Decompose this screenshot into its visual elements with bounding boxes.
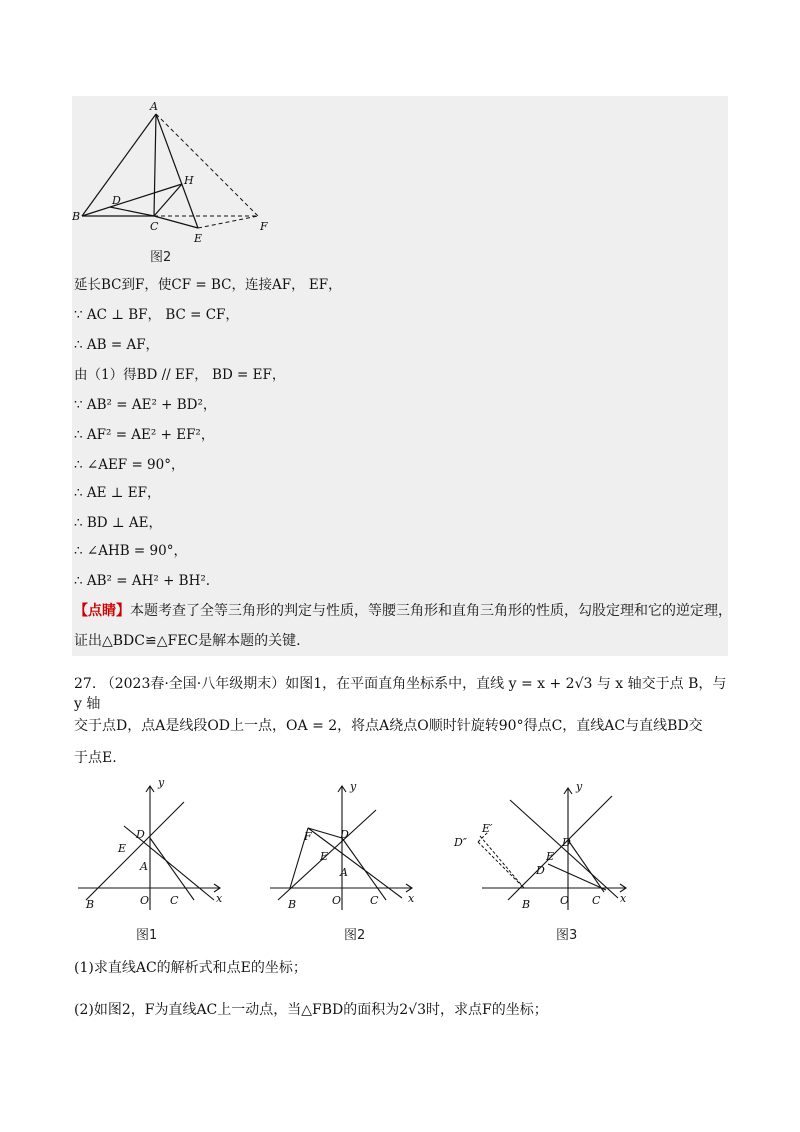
problem-line-1 [74, 674, 734, 714]
problem-text-1: 如图1，在平面直角坐标系中，直线 y = x + 2√3 与 x 轴交于点 B，与 y 轴 [74, 676, 727, 712]
question-1: (1)求直线AC的解析式和点E的坐标； [74, 960, 307, 976]
label-d: D [112, 194, 121, 207]
problem-number: 27. [74, 676, 97, 692]
note-text-2: 证出△BDC≌△FEC是解本题的关键. [74, 633, 301, 649]
figure-caption-2: 图2 [344, 928, 366, 943]
seg-ce [154, 216, 198, 228]
seg-ac [154, 114, 156, 216]
label-c: C [592, 894, 601, 907]
step-line: ∴ ∠AHB = 90°， [74, 543, 187, 559]
step-line: ∴ BD ⊥ AE， [74, 515, 163, 531]
label-b: B [288, 898, 297, 911]
label-y: y [158, 780, 165, 789]
line-bd [86, 802, 184, 900]
label-e: E [320, 850, 329, 863]
label-y: y [350, 780, 357, 793]
problem-source: （2023春·全国·八年级期末） [100, 676, 286, 692]
label-d: D [340, 828, 349, 841]
label-b: B [522, 898, 531, 911]
seg-d-c [548, 864, 606, 890]
label-y: y [576, 780, 583, 793]
seg-dc [110, 207, 154, 216]
step-line: 由（1）得BD // EF， BD = EF， [74, 367, 286, 383]
label-o: O [140, 894, 150, 907]
line-dc [568, 840, 604, 892]
problem-text-3: 于点E. [74, 750, 117, 766]
seg-ae [156, 114, 198, 228]
line-dc [342, 838, 386, 900]
step-line: ∵ AC ⊥ BF， BC = CF， [74, 307, 239, 323]
step-line: ∴ AB² = AH² + BH². [74, 573, 211, 589]
label-ep: E′ [482, 822, 493, 835]
label-d: D [136, 828, 145, 841]
label-d-lower: D [536, 864, 545, 877]
line-ac [510, 800, 618, 898]
label-o: O [560, 894, 570, 907]
dashed-ep-b [480, 836, 524, 888]
note-text: 本题考查了全等三角形的判定与性质，等腰三角形和直角三角形的性质，勾股定理和它的逆定理， [130, 603, 732, 619]
label-e: E [546, 850, 555, 863]
label-c: C [370, 894, 379, 907]
step-line: ∵ AB² = AE² + BD²， [74, 397, 217, 413]
label-f: F [304, 830, 312, 843]
figure-2 [266, 780, 426, 920]
label-x: x [216, 892, 223, 905]
step-line: ∴ AF² = AE² + EF²， [74, 427, 215, 443]
figure-3 [452, 780, 632, 920]
seg-ef-dashed [198, 216, 258, 228]
label-h: H [184, 174, 194, 187]
label-d: D [562, 836, 571, 849]
question-2: (2)如图2，F为直线AC上一动点，当△FBD的面积为2√3时，求点F的坐标； [74, 1002, 548, 1018]
label-dpp: D″ [454, 836, 467, 849]
label-o: O [332, 894, 342, 907]
figure-1 [74, 780, 234, 920]
note-label: 【点睛】 [74, 603, 130, 619]
note-line [74, 602, 732, 620]
label-a: A [140, 860, 148, 873]
label-x: x [620, 892, 627, 905]
dashed-dpp-b [478, 842, 524, 888]
label-a: A [150, 100, 158, 113]
label-f: F [260, 220, 268, 233]
label-b: B [72, 210, 81, 223]
line-dc [150, 838, 194, 900]
solution-figure [72, 96, 302, 266]
solution-figure-caption: 图2 [150, 250, 172, 265]
figure-caption-1: 图1 [136, 928, 158, 943]
problem-text-2: 交于点D，点A是线段OD上一点，OA = 2，将点A绕点O顺时针旋转90°得点C，直线AC与直线BD交 [74, 718, 703, 734]
label-b: B [86, 898, 95, 911]
label-a: A [340, 866, 348, 879]
label-e: E [118, 842, 127, 855]
label-x: x [408, 892, 415, 905]
seg-af-dashed [156, 114, 258, 216]
figure-caption-3: 图3 [556, 928, 578, 943]
step-line: 延长BC到F，使CF = BC，连接AF， EF， [74, 277, 342, 293]
step-line: ∴ AB = AF， [74, 337, 160, 353]
step-line: ∴ AE ⊥ EF， [74, 485, 161, 501]
label-c: C [170, 894, 179, 907]
label-e: E [194, 232, 203, 245]
label-c: C [150, 220, 159, 233]
step-line: ∴ ∠AEF = 90°， [74, 457, 185, 473]
seg-fd [308, 828, 342, 838]
